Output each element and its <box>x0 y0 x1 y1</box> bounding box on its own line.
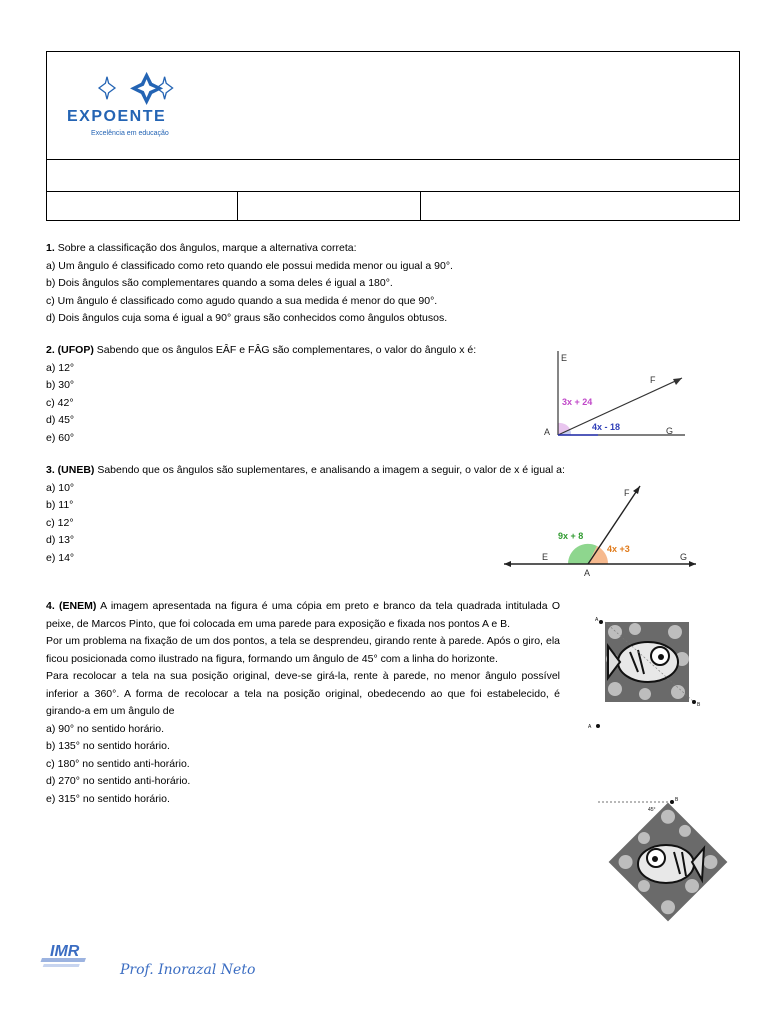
option: b) Dois ângulos são complementares quando a soma deles é igual a 180°. <box>46 277 393 289</box>
expoente-logo <box>67 70 227 145</box>
question-statement: Sabendo que os ângulos são suplementares, e analisando a imagem a seguir, o valor de x é igual a: <box>97 464 565 476</box>
header-cell-divider <box>237 192 238 221</box>
supplementary-angles-figure <box>500 480 700 578</box>
question-paragraph: Por um problema na fixação de um dos pontos, a tela se desprendeu, girando rente à parede. Após o giro, ela ficou posicionada como ilustrado na figura, formando um ângulo de 45° com a linha do horizonte. <box>46 635 560 665</box>
angle-label: 45° <box>648 807 656 813</box>
option: e) 60° <box>46 431 75 444</box>
question-number: 3. (UNEB) <box>46 464 95 476</box>
angle-label: 4x - 18 <box>592 422 621 432</box>
option: a) 10° <box>46 481 75 494</box>
question-2 <box>46 342 476 447</box>
question-1 <box>46 240 453 328</box>
point-label: B <box>675 797 679 803</box>
point-label: E <box>542 552 549 562</box>
complementary-angles-figure <box>530 345 695 440</box>
angle-label: 9x + 8 <box>558 531 584 541</box>
question-4 <box>46 598 560 808</box>
option: e) 14° <box>46 551 75 564</box>
question-number: 2. (UFOP) <box>46 344 94 356</box>
professor-signature: Prof. Inorazal Neto <box>120 962 256 978</box>
painting-rotated-figure <box>594 792 714 922</box>
option: d) 45° <box>46 414 75 426</box>
option: e) 315° no sentido horário. <box>46 792 170 805</box>
option: b) 30° <box>46 379 75 391</box>
option: d) 270° no sentido anti-horário. <box>46 775 191 787</box>
header-info-row <box>47 191 739 221</box>
option: c) 180° no sentido anti-horário. <box>46 757 190 770</box>
imr-logo-text: IMR <box>50 943 80 960</box>
question-3 <box>46 462 565 567</box>
angle-label: 4x +3 <box>607 544 630 554</box>
option: c) 42° <box>46 396 74 409</box>
option: a) 12° <box>46 361 75 374</box>
option: b) 11° <box>46 499 74 511</box>
option: c) 12° <box>46 516 74 529</box>
header-table <box>46 51 740 221</box>
question-statement: Sabendo que os ângulos EÂF e FÂG são complementares, o valor do ângulo x é: <box>96 344 477 356</box>
option: a) 90° no sentido horário. <box>46 722 165 735</box>
point-label: A <box>588 724 592 730</box>
header-cell-divider <box>420 192 421 221</box>
point-label: F <box>624 488 630 498</box>
question-paragraph: Para recolocar a tela na sua posição original, deve-se girá-la, rente à parede, no menor ângulo possível inferior a 360°. A forma de recolocar a tela na posição original, obedecendo ao que foi estabelecido, é girando-a em um ângulo de <box>46 670 560 717</box>
point-label: F <box>650 375 656 385</box>
star-logo-icon <box>67 70 227 110</box>
question-statement: Sobre a classificação dos ângulos, marque a alternativa correta: <box>57 242 357 254</box>
point-label: G <box>680 552 688 562</box>
point-label: A <box>544 427 551 437</box>
point-label: A <box>584 568 591 578</box>
painting-upright-figure <box>590 614 710 734</box>
option: b) 135° no sentido horário. <box>46 740 170 752</box>
angle-label: 3x + 24 <box>562 397 593 407</box>
option: d) 13° <box>46 534 75 546</box>
point-label: A <box>595 617 599 623</box>
point-label: E <box>561 353 568 363</box>
logo-tagline: Excelência em educação <box>91 130 169 137</box>
point-label: B <box>697 702 701 708</box>
imr-logo-icon <box>48 936 98 970</box>
question-statement: A imagem apresentada na figura é uma cópia em preto e branco da tela quadrada intitulada O peixe, de Marcos Pinto, que foi colocada em uma parede para exposição e fixada nos pontos A e B. <box>46 600 561 630</box>
question-number: 1. <box>46 242 55 254</box>
option: a) Um ângulo é classificado como reto quando ele possui medida menor ou igual a 90°. <box>46 259 453 272</box>
logo-wordmark: EXPOENTE <box>67 108 167 125</box>
option: d) Dois ângulos cuja soma é igual a 90° graus são conhecidos como ângulos obtusos. <box>46 312 448 324</box>
option: c) Um ângulo é classificado como agudo quando a sua medida é menor do que 90°. <box>46 294 438 307</box>
header-name-row <box>47 159 739 191</box>
question-number: 4. (ENEM) <box>46 600 97 612</box>
point-label: G <box>666 426 674 436</box>
